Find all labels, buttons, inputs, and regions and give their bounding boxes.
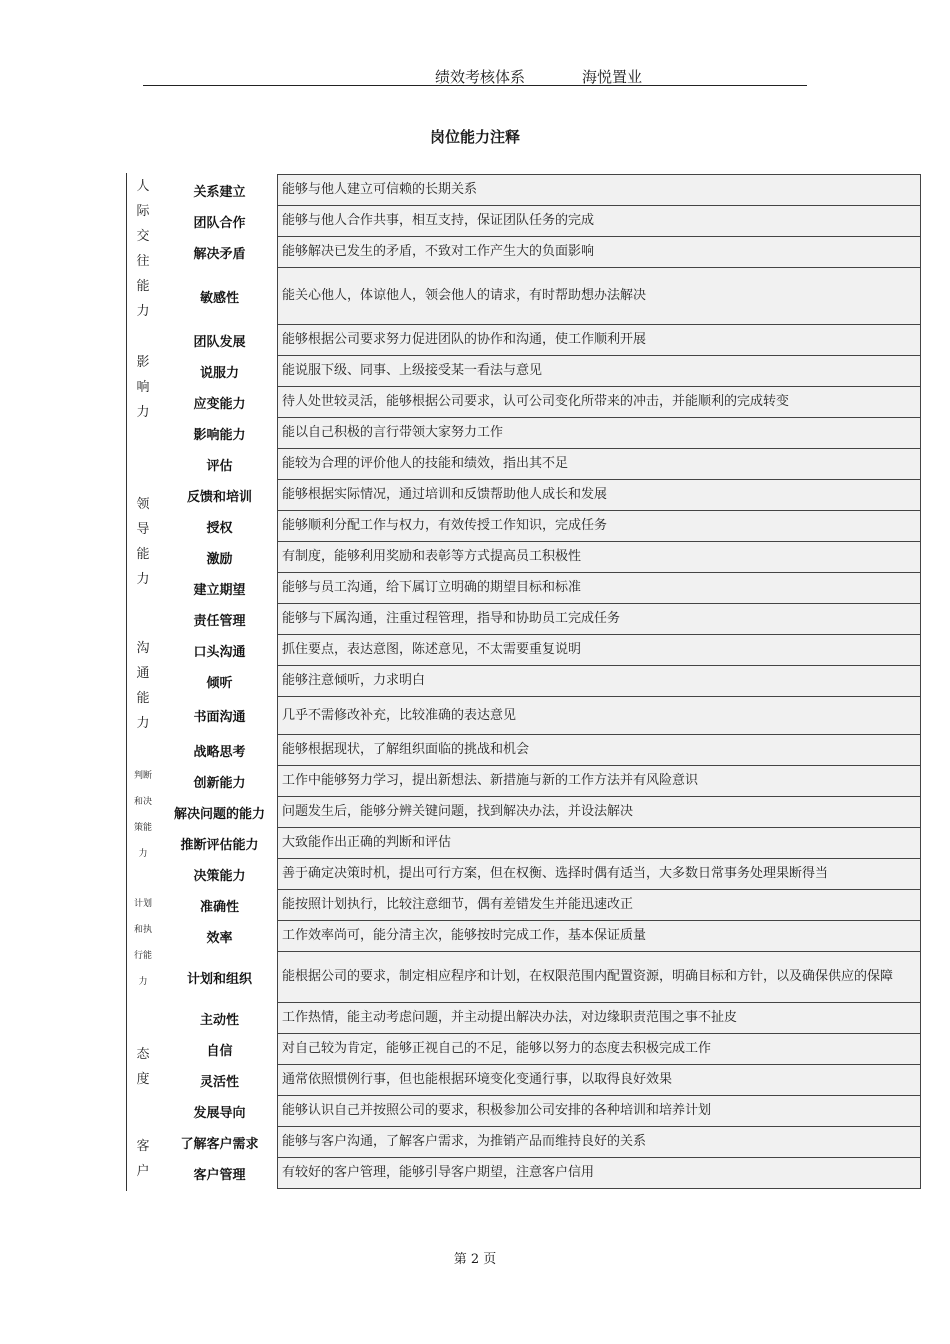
table-row: [162, 237, 921, 268]
competency-label: 准确性: [199, 899, 239, 915]
competency-label: 关系建立: [193, 184, 246, 200]
table-row: [162, 828, 921, 859]
category-attitude: 态 度: [136, 1047, 150, 1087]
competency-label: 激励: [206, 551, 233, 567]
table-row: [162, 542, 921, 573]
competency-description: 能够与员工沟通，给下属订立明确的期望目标和标准: [278, 573, 921, 604]
competency-description: 能根据公司的要求，制定相应程序和计划，在权限范围内配置资源，明确目标和方针，以及确保供应的保障: [278, 952, 921, 1003]
competency-description: 通常依照惯例行事，但也能根据环境变化变通行事，以取得良好效果: [278, 1065, 921, 1096]
competency-label: 创新能力: [193, 775, 246, 791]
category-judgment-decision: 判断 和决 策能 力: [133, 771, 152, 859]
competency-label: 应变能力: [193, 396, 246, 412]
competency-label: 倾听: [206, 675, 233, 691]
competency-description: 能关心他人，体谅他人，领会他人的请求，有时帮助想办法解决: [278, 268, 921, 325]
table-row: [162, 666, 921, 697]
competency-description: 能够与他人建立可信赖的长期关系: [278, 175, 921, 206]
competency-label: 了解客户需求: [180, 1136, 259, 1152]
table-row: [162, 1065, 921, 1096]
competency-label: 决策能力: [193, 868, 246, 884]
table-row: [162, 206, 921, 237]
competency-description: 有较好的客户管理，能够引导客户期望，注意客户信用: [278, 1158, 921, 1189]
competency-label: 评估: [206, 458, 233, 474]
table-row: [162, 175, 921, 206]
competency-label: 敏感性: [199, 290, 239, 306]
category-influence: 影 响 力: [136, 355, 150, 420]
competency-label: 战略思考: [193, 744, 246, 760]
competency-label: 反馈和培训: [186, 489, 252, 505]
competency-description: 抓住要点，表达意图，陈述意见，不太需要重复说明: [278, 635, 921, 666]
page-header: [143, 60, 807, 86]
competency-description: 大致能作出正确的判断和评估: [278, 828, 921, 859]
competency-description: 能够认识自己并按照公司的要求，积极参加公司安排的各种培训和培养计划: [278, 1096, 921, 1127]
table-row: [162, 859, 921, 890]
table-row: [162, 449, 921, 480]
competency-label: 主动性: [199, 1012, 239, 1028]
competency-description: 工作热情，能主动考虑问题，并主动提出解决办法，对边缘职责范围之事不扯皮: [278, 1003, 921, 1034]
competency-description: 问题发生后，能够分辨关键问题，找到解决办法，并设法解决: [278, 797, 921, 828]
competency-description: 能按照计划执行，比较注意细节，偶有差错发生并能迅速改正: [278, 890, 921, 921]
competency-label: 自信: [206, 1043, 233, 1059]
table-row: [162, 921, 921, 952]
competency-description: 有制度，能够利用奖励和表彰等方式提高员工积极性: [278, 542, 921, 573]
table-row: [162, 766, 921, 797]
table-row: [162, 952, 921, 1003]
competency-label: 解决矛盾: [193, 246, 246, 262]
table-row: [162, 635, 921, 666]
competency-description: 能以自己积极的言行带领大家努力工作: [278, 418, 921, 449]
table-row: [162, 356, 921, 387]
table-row: [162, 511, 921, 542]
competency-label: 解决问题的能力: [173, 806, 265, 822]
category-divider: [126, 173, 127, 1191]
competency-description: 能够解决已发生的矛盾，不致对工作产生大的负面影响: [278, 237, 921, 268]
competency-description: 工作中能够努力学习，提出新想法、新措施与新的工作方法并有风险意识: [278, 766, 921, 797]
category-planning-execution: 计划 和执 行能 力: [133, 899, 152, 987]
table-row: [162, 604, 921, 635]
category-customer: 客 户: [136, 1139, 150, 1179]
competency-label: 责任管理: [193, 613, 246, 629]
table-row: [162, 387, 921, 418]
header-company-name: 海悦置业: [582, 68, 643, 86]
competency-description: 能够根据现状，了解组织面临的挑战和机会: [278, 735, 921, 766]
competency-description: 几乎不需修改补充，比较准确的表达意见: [278, 697, 921, 735]
header-system-title: 绩效考核体系: [435, 68, 526, 86]
competency-description: 能够根据公司要求努力促进团队的协作和沟通，使工作顺利开展: [278, 325, 921, 356]
table-row: [162, 1003, 921, 1034]
competency-label: 团队合作: [193, 215, 246, 231]
competency-label: 团队发展: [193, 334, 246, 350]
competency-description: 能够根据实际情况，通过培训和反馈帮助他人成长和发展: [278, 480, 921, 511]
competency-description: 能够注意倾听，力求明白: [278, 666, 921, 697]
table-row: [162, 268, 921, 325]
table-row: [162, 797, 921, 828]
competency-label: 说服力: [199, 365, 239, 381]
page-number: 第 2 页: [453, 1252, 497, 1267]
competency-description: 工作效率尚可，能分清主次，能够按时完成工作，基本保证质量: [278, 921, 921, 952]
competency-description: 能够与他人合作共事，相互支持，保证团队任务的完成: [278, 206, 921, 237]
competency-description: 能够与客户沟通，了解客户需求，为推销产品而维持良好的关系: [278, 1127, 921, 1158]
table-row: [162, 573, 921, 604]
category-leadership: 领 导 能 力: [136, 497, 150, 587]
competency-label: 建立期望: [193, 582, 246, 598]
competency-description: 能说服下级、同事、上级接受某一看法与意见: [278, 356, 921, 387]
table-row: [162, 735, 921, 766]
competency-description: 能够与下属沟通，注重过程管理，指导和协助员工完成任务: [278, 604, 921, 635]
competency-description: 待人处世较灵活，能够根据公司要求，认可公司变化所带来的冲击，并能顺利的完成转变: [278, 387, 921, 418]
competency-table: [162, 174, 921, 1189]
competency-label: 灵活性: [199, 1074, 239, 1090]
table-row: [162, 1096, 921, 1127]
table-row: [162, 1127, 921, 1158]
table-row: [162, 325, 921, 356]
competency-description: 能够顺利分配工作与权力，有效传授工作知识，完成任务: [278, 511, 921, 542]
table-row: [162, 1034, 921, 1065]
category-communication: 沟 通 能 力: [136, 641, 150, 731]
table-row: [162, 1158, 921, 1189]
competency-description: 能较为合理的评价他人的技能和绩效，指出其不足: [278, 449, 921, 480]
competency-description: 对自己较为肯定，能够正视自己的不足，能够以努力的态度去积极完成工作: [278, 1034, 921, 1065]
competency-description: 善于确定决策时机，提出可行方案，但在权衡、选择时偶有适当，大多数日常事务处理果断得当: [278, 859, 921, 890]
competency-label: 客户管理: [193, 1167, 246, 1183]
page-title: 岗位能力注释: [429, 128, 520, 146]
table-row: [162, 890, 921, 921]
competency-label: 影响能力: [193, 427, 246, 443]
competency-label: 效率: [206, 930, 233, 946]
table-row: [162, 480, 921, 511]
table-row: [162, 697, 921, 735]
competency-label: 推断评估能力: [180, 837, 259, 853]
category-interpersonal: 人 际 交 往 能 力: [136, 179, 150, 319]
competency-label: 书面沟通: [193, 710, 246, 725]
competency-label: 授权: [206, 520, 233, 536]
table-row: [162, 418, 921, 449]
competency-label: 计划和组织: [186, 971, 252, 987]
competency-label: 发展导向: [193, 1105, 246, 1121]
competency-label: 口头沟通: [193, 644, 246, 660]
